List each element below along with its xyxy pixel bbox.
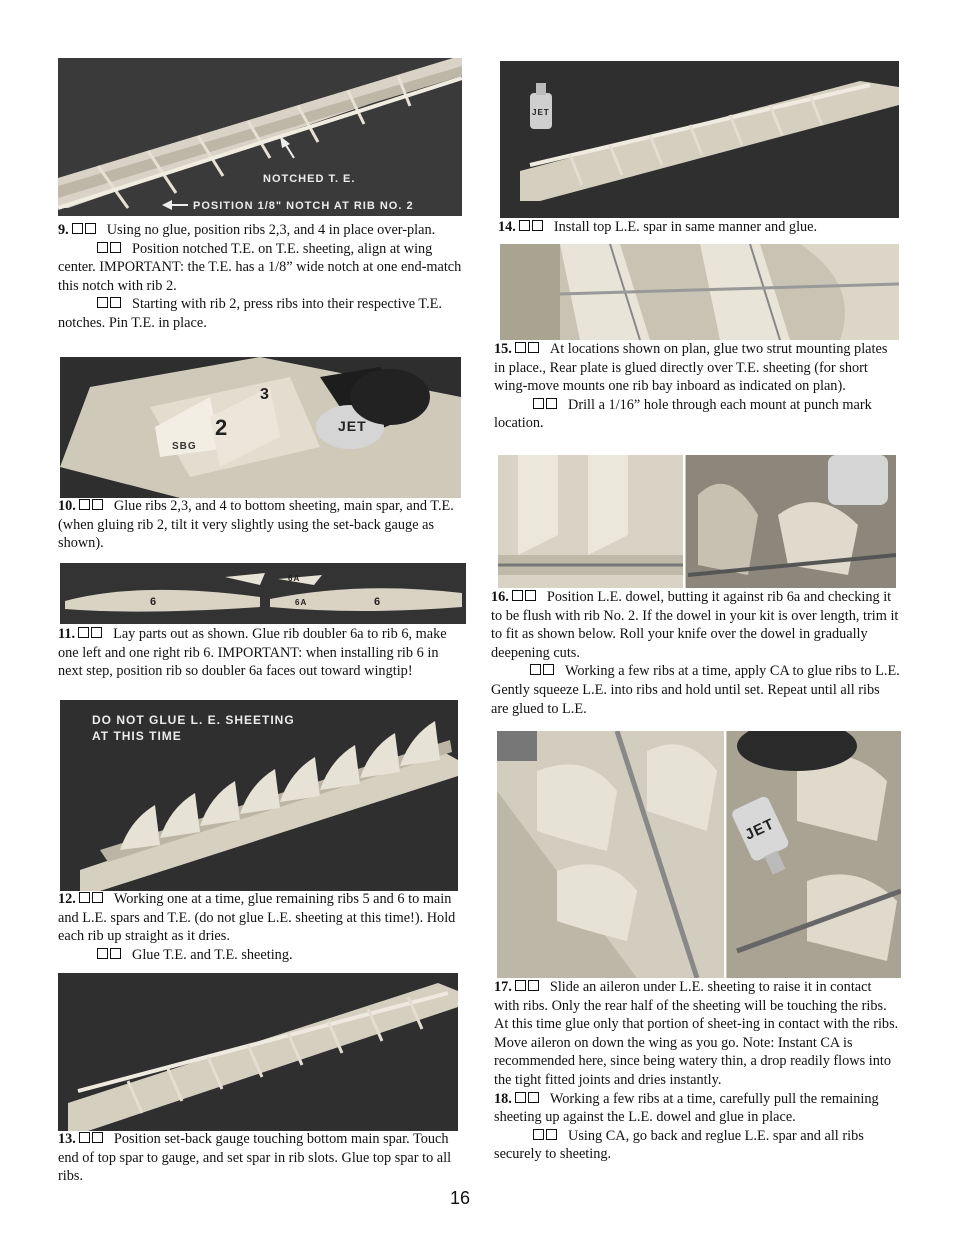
- step-10-text: [58, 497, 462, 553]
- step-number: 9.: [58, 222, 69, 238]
- checkbox-pair-icon[interactable]: [515, 1090, 541, 1109]
- photo-label-sbg: SBG: [172, 441, 197, 452]
- photo-step-14: [500, 61, 899, 218]
- step-number: 14.: [498, 219, 516, 235]
- step-16-text: [491, 588, 900, 718]
- step-number: 11.: [58, 626, 76, 642]
- step-13-para-1: Position set-back gauge touching bottom main spar. Touch end of top spar to gauge, and set spar in rib slots. Glue top spar to all ribs.: [58, 1131, 452, 1185]
- checkbox-pair-icon[interactable]: [79, 1130, 105, 1149]
- step-12-text: [58, 890, 462, 964]
- step-17-text: [494, 978, 900, 1164]
- photo-label-rib-6-right: 6: [374, 596, 382, 608]
- checkbox-pair-icon[interactable]: [78, 625, 104, 644]
- photo-label-6a-left: 6A: [288, 574, 301, 583]
- checkbox-pair-icon[interactable]: [79, 497, 105, 516]
- step-number: 18.: [494, 1090, 512, 1107]
- photo-label-do-not-glue: DO NOT GLUE L. E. SHEETING: [92, 713, 295, 727]
- checkbox-pair-icon[interactable]: [79, 240, 123, 259]
- step-9-para-3: Starting with rib 2, press ribs into their respective T.E. notches. Pin T.E. in place.: [58, 296, 442, 331]
- step-18-para-1: Working a few ribs at a time, carefully pull the remaining sheeting up against the L.E. dowel and glue in place.: [494, 1090, 879, 1126]
- step-16-para-1: Position L.E. dowel, butting it against rib 6a and checking it to be flush with rib No. 2. If the dowel in your kit is over length, trim it to fit as shown below. Roll your knife over the dowel in gradually deepening cuts.: [491, 589, 899, 661]
- step-15-para-1: At locations shown on plan, glue two strut mounting plates in place., Rear plate is glued directly over T.E. sheeting (for short wing-move mounts one rib bay inboard as indicated on plan).: [494, 341, 888, 395]
- step-9-text: [58, 221, 462, 333]
- step-9-para-1: Using no glue, position ribs 2,3, and 4 in place over-plan.: [106, 222, 436, 238]
- checkbox-pair-icon[interactable]: [515, 340, 541, 359]
- step-9-para-2: Position notched T.E. on T.E. sheeting, align at wing center. IMPORTANT: the T.E. has a 1/8” wide notch at one end-match this notch with rib 2.: [58, 240, 462, 294]
- step-15-para-2: Drill a 1/16” hole through each mount at punch mark location.: [494, 396, 872, 432]
- photo-step-15: [500, 244, 899, 340]
- step-13-text: [58, 1130, 462, 1186]
- photo-label-6a-right: 6A: [295, 598, 308, 607]
- step-number: 10.: [58, 498, 76, 514]
- photo-label-rib-6-left: 6: [150, 596, 158, 608]
- photo-label-notched-te: NOTCHED T. E.: [263, 173, 356, 185]
- step-18-para-2: Using CA, go back and reglue L.E. spar and all ribs securely to sheeting.: [494, 1127, 864, 1163]
- photo-step-12: [60, 700, 458, 891]
- step-11-text: [58, 625, 462, 681]
- photo-step-9: [58, 58, 462, 216]
- checkbox-pair-icon[interactable]: [79, 295, 123, 314]
- step-number: 17.: [494, 979, 512, 995]
- photo-label-rib-2: 2: [215, 415, 229, 440]
- step-17-para-1: Slide an aileron under L.E. sheeting to raise it in contact with ribs. Only the rear half of the sheeting will be touching the ribs. At this time glue only that portion of sheet-ing in contact with the ribs. Move aileron on down the wing as you go. Note: Instant CA is recommended here, since being watery thin, a drop readily flows into the tight fitted joints and dries instantly.: [494, 979, 899, 1088]
- photo-label-jet: JET: [338, 418, 367, 434]
- photo-step-16: [498, 455, 896, 588]
- checkbox-pair-icon[interactable]: [72, 221, 98, 240]
- photo-label-rib-3: 3: [260, 386, 270, 403]
- photo-label-at-this-time: AT THIS TIME: [92, 729, 182, 743]
- step-14-para-1: Install top L.E. spar in same manner and glue.: [553, 219, 818, 235]
- step-11-para-1: Lay parts out as shown. Glue rib doubler 6a to rib 6, make one left and one right rib 6. IMPORTANT: when installing rib 6 in next step, position rib so doubler 6a faces out toward wingtip!: [58, 626, 447, 680]
- checkbox-pair-icon[interactable]: [515, 1127, 559, 1146]
- checkbox-pair-icon[interactable]: [515, 396, 559, 415]
- step-12-para-1: Working one at a time, glue remaining ribs 5 and 6 to main and L.E. spars and T.E. (do not glue L.E. sheeting at this time!). Hold each rib up straight as it dries.: [58, 891, 456, 945]
- photo-label-jet: JET: [742, 815, 778, 844]
- checkbox-pair-icon[interactable]: [512, 588, 538, 607]
- step-number: 16.: [491, 589, 509, 605]
- checkbox-pair-icon[interactable]: [512, 662, 556, 681]
- photo-label-jet: JET: [532, 108, 550, 117]
- step-12-para-2: Glue T.E. and T.E. sheeting.: [132, 946, 293, 963]
- step-10-para-1: Glue ribs 2,3, and 4 to bottom sheeting, main spar, and T.E. (when gluing rib 2, tilt it very slightly using the set-back gauge as shown).: [58, 498, 454, 552]
- page-number: 16: [450, 1188, 471, 1208]
- step-15-text: [494, 340, 900, 433]
- checkbox-pair-icon[interactable]: [79, 946, 123, 965]
- checkbox-pair-icon[interactable]: [515, 978, 541, 997]
- step-number: 12.: [58, 891, 76, 907]
- photo-step-10: [60, 357, 461, 498]
- step-16-para-2: Working a few ribs at a time, apply CA to glue ribs to L.E. Gently squeeze L.E. into ribs and hold until set. Repeat until all ribs are glued to L.E.: [491, 663, 900, 717]
- photo-step-11: [60, 563, 466, 624]
- photo-step-17: [497, 731, 901, 978]
- photo-label-position-notch: POSITION 1/8" NOTCH AT RIB NO. 2: [193, 200, 414, 212]
- checkbox-pair-icon[interactable]: [519, 218, 545, 237]
- checkbox-pair-icon[interactable]: [79, 890, 105, 909]
- step-number: 15.: [494, 341, 512, 357]
- step-number: 13.: [58, 1131, 76, 1147]
- photo-step-13: [58, 973, 458, 1131]
- step-14-text: [498, 218, 900, 237]
